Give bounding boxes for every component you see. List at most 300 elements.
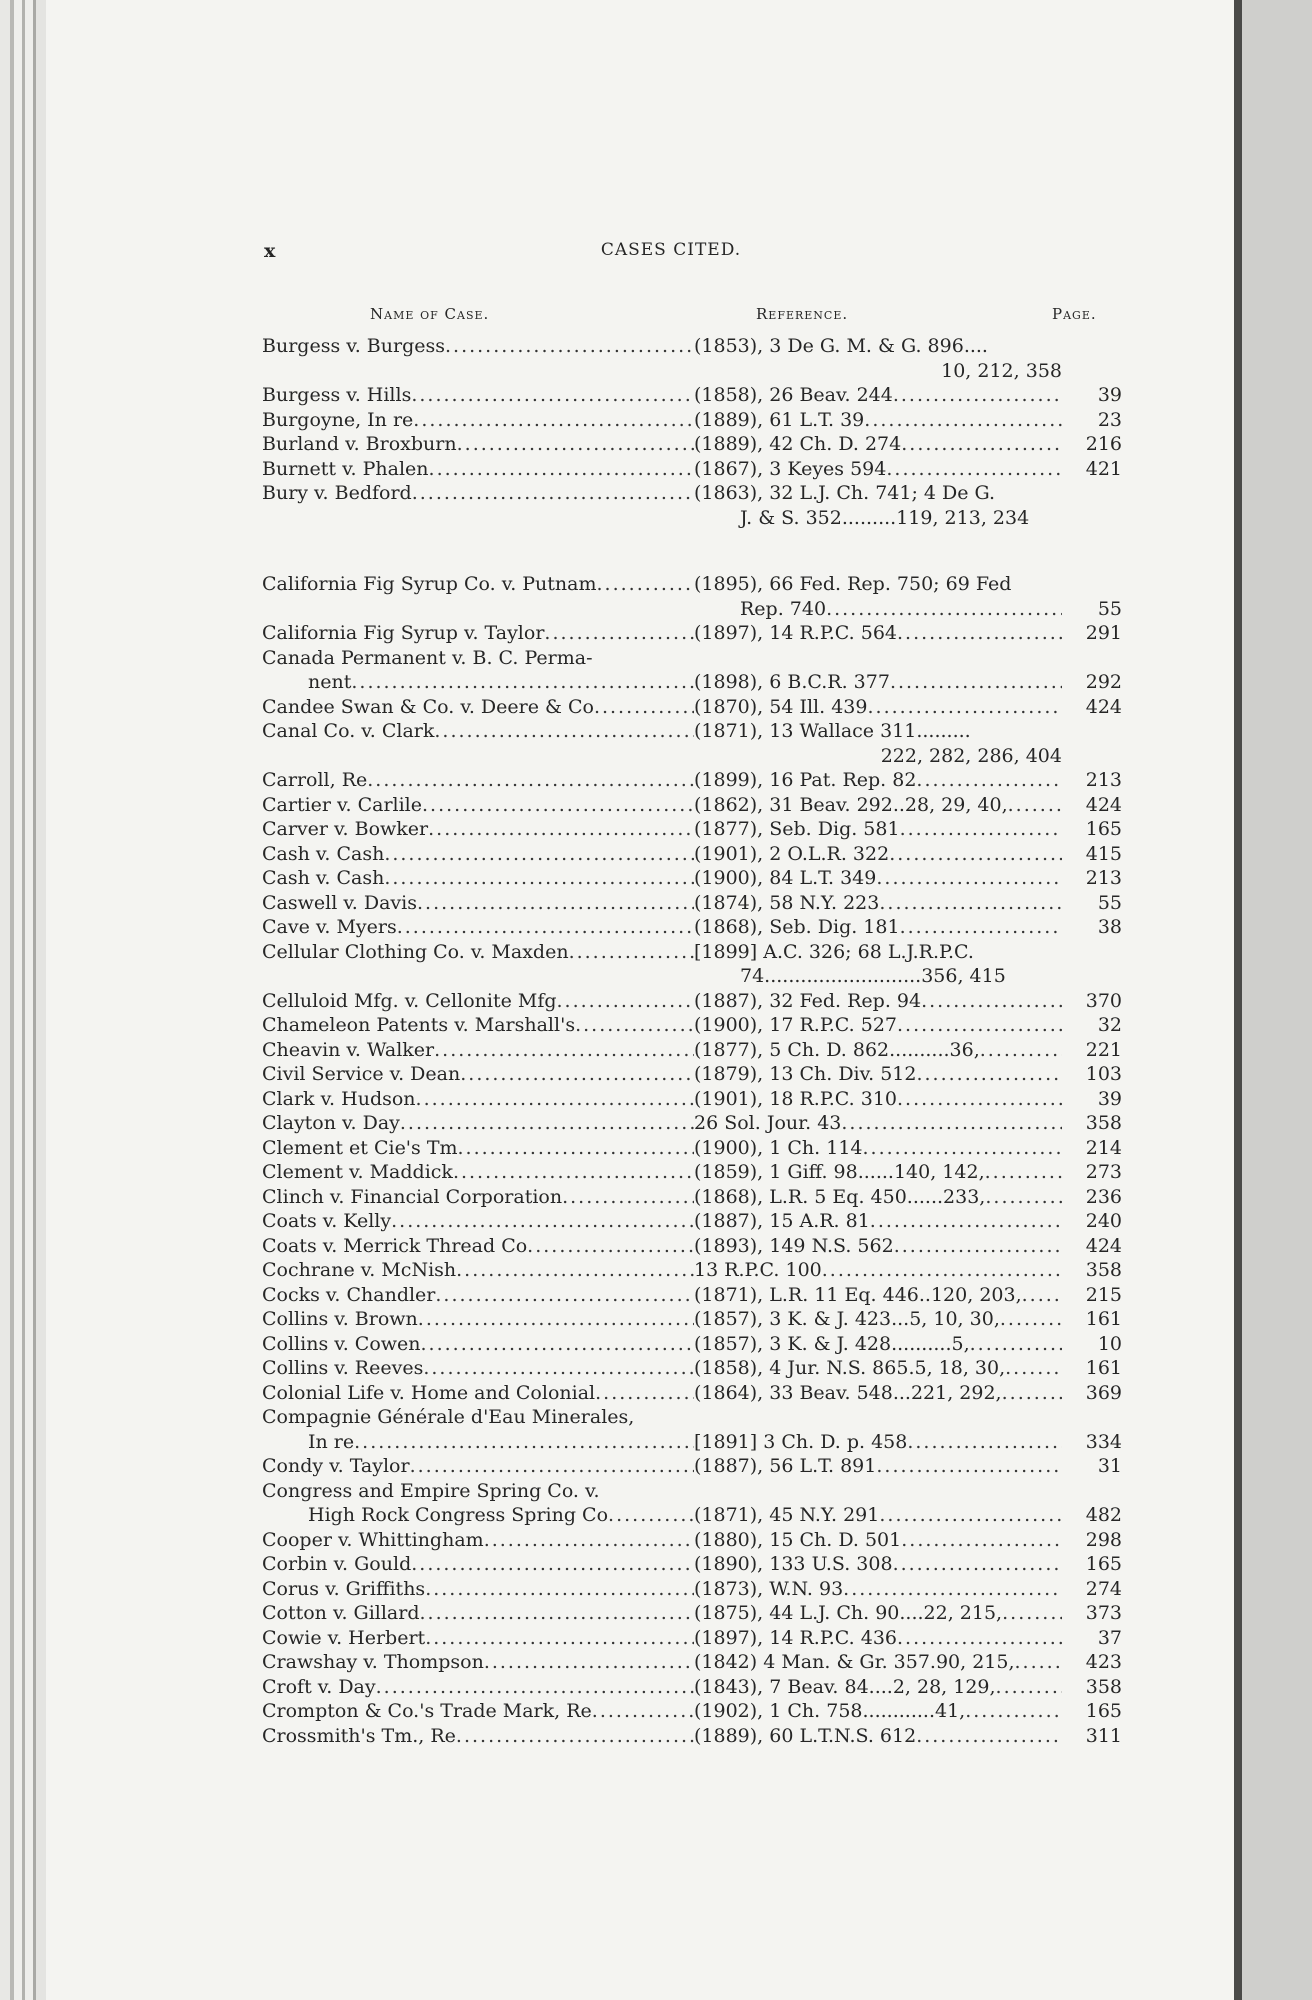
reference-text: (1887), 15 A.R. 81 bbox=[694, 1210, 870, 1232]
case-reference-continuation bbox=[694, 964, 1062, 989]
leader-dots bbox=[593, 646, 694, 671]
case-entry bbox=[262, 621, 1122, 646]
leader-dots bbox=[879, 1503, 1062, 1528]
leader-dots bbox=[900, 915, 1062, 940]
case-name-text: Congress and Empire Spring Co. v. bbox=[262, 1479, 600, 1502]
case-page: 370 bbox=[1085, 989, 1122, 1012]
leader-dots bbox=[826, 597, 1062, 622]
case-name bbox=[262, 1013, 694, 1038]
case-entry bbox=[262, 768, 1122, 793]
case-name-text: Cotton v. Gillard bbox=[262, 1602, 420, 1624]
reference-text: (1900), 17 R.P.C. 527 bbox=[694, 1014, 897, 1036]
case-name-text: Crossmith's Tm., Re bbox=[262, 1724, 456, 1747]
case-entry bbox=[262, 1111, 1122, 1136]
leader-dots bbox=[595, 1381, 694, 1406]
case-reference bbox=[694, 1062, 1062, 1087]
case-entry bbox=[262, 695, 1122, 720]
case-entry bbox=[262, 1062, 1122, 1087]
reference-text: 13 R.P.C. 100 bbox=[694, 1259, 822, 1281]
leader-dots bbox=[445, 334, 694, 359]
case-entry bbox=[262, 432, 1122, 457]
case-reference bbox=[694, 1454, 1062, 1479]
case-name bbox=[262, 842, 694, 867]
table-row bbox=[262, 1234, 1122, 1259]
table-row bbox=[262, 481, 1122, 506]
case-name-text: Candee Swan & Co. v. Deere & Co bbox=[262, 695, 594, 718]
case-reference bbox=[694, 1528, 1062, 1553]
case-page: 161 bbox=[1085, 1357, 1122, 1379]
leader-dots bbox=[460, 1062, 694, 1087]
table-row bbox=[262, 1258, 1122, 1283]
case-name bbox=[262, 572, 694, 597]
table-row bbox=[262, 1038, 1122, 1063]
case-page: 55 bbox=[1097, 597, 1122, 620]
case-name-text: Crompton & Co.'s Trade Mark, Re bbox=[262, 1700, 592, 1722]
leader-dots bbox=[890, 670, 1062, 695]
page-edge bbox=[1234, 0, 1242, 2000]
case-name bbox=[262, 1405, 694, 1430]
case-reference bbox=[694, 1258, 1062, 1283]
case-reference bbox=[694, 481, 1062, 506]
column-header-page: Page. bbox=[1052, 305, 1097, 323]
case-entry bbox=[262, 891, 1122, 916]
table-row bbox=[262, 989, 1122, 1014]
case-reference bbox=[694, 572, 1062, 597]
table-row bbox=[262, 1528, 1122, 1553]
case-page: 482 bbox=[1085, 1504, 1122, 1526]
case-page: 358 bbox=[1085, 1112, 1122, 1134]
case-page: 214 bbox=[1085, 1136, 1122, 1159]
reference-text: (1871), 45 N.Y. 291 bbox=[694, 1504, 880, 1526]
case-entry bbox=[262, 1258, 1122, 1283]
reference-text: (1874), 58 N.Y. 223 bbox=[694, 891, 880, 914]
leader-dots bbox=[435, 1283, 694, 1308]
case-entry bbox=[262, 1552, 1122, 1577]
case-name-text: Canal Co. v. Clark bbox=[262, 720, 435, 742]
case-reference bbox=[694, 670, 1062, 695]
leader-dots bbox=[423, 1356, 694, 1381]
reference-text: (1862), 31 Beav. 292..28, 29, 40, bbox=[694, 793, 1008, 816]
case-page: 273 bbox=[1085, 1161, 1122, 1183]
leader-dots bbox=[367, 768, 694, 793]
case-reference bbox=[694, 1160, 1062, 1185]
reference-text: (1842) 4 Man. & Gr. 357.90, 215, bbox=[694, 1651, 1015, 1673]
case-reference bbox=[694, 383, 1062, 408]
case-name bbox=[262, 1650, 694, 1675]
case-name-text: Chameleon Patents v. Marshall's bbox=[262, 1014, 576, 1036]
case-name-text: Colonial Life v. Home and Colonial bbox=[262, 1381, 596, 1404]
case-page: 424 bbox=[1085, 793, 1122, 816]
case-name-text: Carroll, Re bbox=[262, 769, 368, 791]
table-row bbox=[262, 408, 1122, 433]
leader-dots bbox=[456, 1724, 694, 1749]
case-page: 38 bbox=[1097, 916, 1122, 938]
page-title: CASES CITED. bbox=[600, 240, 742, 260]
case-name bbox=[262, 1503, 694, 1528]
case-entry bbox=[262, 1626, 1122, 1651]
leader-dots bbox=[412, 481, 694, 506]
reference-text: (1877), 5 Ch. D. 862..........36, bbox=[694, 1038, 980, 1061]
table-row bbox=[262, 1454, 1122, 1479]
case-name-text: Clark v. Hudson bbox=[262, 1087, 416, 1110]
reference-text: (1843), 7 Beav. 84....2, 28, 129, bbox=[694, 1675, 996, 1698]
leader-dots bbox=[458, 1136, 694, 1161]
case-reference-continuation bbox=[694, 506, 1062, 531]
table-row bbox=[262, 1087, 1122, 1112]
case-page: 421 bbox=[1085, 457, 1122, 480]
leader-dots bbox=[889, 842, 1062, 867]
leader-dots bbox=[456, 1258, 694, 1283]
case-entry bbox=[262, 719, 1122, 768]
case-reference bbox=[694, 719, 1062, 744]
case-name-text: Burnett v. Phalen bbox=[262, 457, 429, 480]
case-name-text: Crawshay v. Thompson bbox=[262, 1651, 484, 1673]
case-reference bbox=[694, 1332, 1062, 1357]
case-name-text: Clement et Cie's Tm bbox=[262, 1136, 458, 1159]
table-row bbox=[262, 1013, 1122, 1038]
case-page: 334 bbox=[1085, 1430, 1122, 1453]
case-name bbox=[262, 1479, 694, 1504]
reference-text: (1867), 3 Keyes 594 bbox=[694, 457, 887, 480]
case-page: 236 bbox=[1085, 1185, 1122, 1208]
case-page: 165 bbox=[1085, 818, 1122, 840]
case-reference bbox=[694, 1013, 1062, 1038]
case-page: 103 bbox=[1085, 1063, 1122, 1085]
case-reference bbox=[694, 1626, 1062, 1651]
case-reference bbox=[694, 1087, 1062, 1112]
case-entry bbox=[262, 1234, 1122, 1259]
case-name-text: Clinch v. Financial Corporation bbox=[262, 1185, 563, 1208]
case-page: 358 bbox=[1085, 1259, 1122, 1281]
leader-dots bbox=[893, 1552, 1062, 1577]
reference-text: (1890), 133 U.S. 308 bbox=[694, 1553, 893, 1575]
table-row bbox=[262, 1699, 1122, 1724]
case-name bbox=[262, 1381, 694, 1406]
reference-text: (1863), 32 L.J. Ch. 741; 4 De G. bbox=[694, 482, 996, 504]
case-reference bbox=[694, 1307, 1062, 1332]
case-page: 415 bbox=[1085, 842, 1122, 865]
case-name-text: Clement v. Maddick bbox=[262, 1161, 453, 1183]
case-name bbox=[262, 1111, 694, 1136]
case-reference bbox=[694, 1724, 1062, 1749]
case-page: 215 bbox=[1085, 1283, 1122, 1306]
case-name-text: Coats v. Kelly bbox=[262, 1210, 392, 1232]
leader-dots bbox=[1022, 1283, 1062, 1308]
case-entry bbox=[262, 457, 1122, 482]
case-entry bbox=[262, 646, 1122, 671]
case-page: 39 bbox=[1097, 384, 1122, 406]
case-name-text: Celluloid Mfg. v. Cellonite Mfg bbox=[262, 989, 557, 1012]
table-row-continuation bbox=[262, 597, 1122, 622]
reference-text: (1877), Seb. Dig. 581 bbox=[694, 818, 900, 840]
case-name-text: Cooper v. Whittingham bbox=[262, 1528, 484, 1551]
leader-dots bbox=[1015, 1650, 1062, 1675]
table-row bbox=[262, 1062, 1122, 1087]
case-name bbox=[262, 1552, 694, 1577]
case-reference bbox=[694, 891, 1062, 916]
reference-text: (1893), 149 N.S. 562 bbox=[694, 1234, 894, 1257]
case-reference bbox=[694, 1577, 1062, 1602]
leader-dots bbox=[411, 383, 694, 408]
case-entry bbox=[262, 989, 1122, 1014]
reference-text: (1889), 42 Ch. D. 274 bbox=[694, 433, 902, 455]
case-reference bbox=[694, 1699, 1062, 1724]
case-name bbox=[262, 793, 694, 818]
table-row bbox=[262, 719, 1122, 744]
table-row bbox=[262, 670, 1122, 695]
case-entry bbox=[262, 817, 1122, 842]
leader-dots bbox=[996, 1675, 1062, 1700]
case-entry bbox=[262, 940, 1122, 989]
case-name bbox=[262, 457, 694, 482]
leader-dots bbox=[557, 989, 694, 1014]
table-row bbox=[262, 1111, 1122, 1136]
leader-dots bbox=[434, 1038, 694, 1063]
case-name-text: Cash v. Cash bbox=[262, 867, 385, 889]
case-entry bbox=[262, 383, 1122, 408]
leader-dots bbox=[400, 1111, 694, 1136]
table-row bbox=[262, 1601, 1122, 1626]
case-reference bbox=[694, 1381, 1062, 1406]
leader-dots bbox=[886, 457, 1062, 482]
table-row bbox=[262, 1160, 1122, 1185]
case-entry bbox=[262, 1601, 1122, 1626]
leader-dots bbox=[429, 457, 694, 482]
case-entry bbox=[262, 1087, 1122, 1112]
reference-text: (1873), W.N. 93 bbox=[694, 1577, 844, 1600]
case-reference bbox=[694, 793, 1062, 818]
table-row bbox=[262, 1356, 1122, 1381]
table-row bbox=[262, 1136, 1122, 1161]
leader-dots bbox=[985, 1185, 1062, 1210]
table-row bbox=[262, 1283, 1122, 1308]
case-page: 37 bbox=[1097, 1626, 1122, 1649]
case-name bbox=[262, 1307, 694, 1332]
leader-dots bbox=[985, 1160, 1062, 1185]
case-page: 165 bbox=[1085, 1553, 1122, 1575]
table-row bbox=[262, 1675, 1122, 1700]
case-reference bbox=[694, 432, 1062, 457]
table-row-continuation bbox=[262, 506, 1122, 531]
reference-text: (1868), L.R. 5 Eq. 450......233, bbox=[694, 1185, 986, 1208]
reference-text: (1857), 3 K. & J. 428..........5, bbox=[694, 1332, 970, 1355]
case-reference-continuation bbox=[694, 597, 1062, 622]
leader-dots bbox=[900, 817, 1062, 842]
leader-dots bbox=[876, 866, 1062, 891]
case-name-text: Cave v. Myers bbox=[262, 916, 397, 938]
leader-dots bbox=[901, 1528, 1062, 1553]
leader-dots bbox=[901, 432, 1062, 457]
table-row bbox=[262, 1552, 1122, 1577]
leader-dots bbox=[822, 1258, 1062, 1283]
case-reference bbox=[694, 1552, 1062, 1577]
case-name-text: Burgoyne, In re bbox=[262, 408, 414, 431]
reference-text: 10, 212, 358 bbox=[941, 359, 1062, 382]
case-reference bbox=[694, 1601, 1062, 1626]
case-name-text: In re bbox=[308, 1430, 355, 1453]
case-reference bbox=[694, 1675, 1062, 1700]
case-reference bbox=[694, 621, 1062, 646]
case-name-text: Caswell v. Davis bbox=[262, 891, 417, 914]
case-name bbox=[262, 1601, 694, 1626]
leader-dots bbox=[597, 572, 694, 597]
case-name-text: Carver v. Bowker bbox=[262, 818, 429, 840]
reference-text: (1880), 15 Ch. D. 501 bbox=[694, 1528, 902, 1551]
case-page: 311 bbox=[1085, 1724, 1122, 1747]
reference-text: (1900), 84 L.T. 349 bbox=[694, 867, 877, 889]
case-entry bbox=[262, 408, 1122, 433]
leader-dots bbox=[421, 1332, 694, 1357]
case-name bbox=[262, 1528, 694, 1553]
leader-dots bbox=[425, 1626, 694, 1651]
reference-text: (1858), 26 Beav. 244 bbox=[694, 384, 893, 406]
reference-text: (1857), 3 K. & J. 423...5, 10, 30, bbox=[694, 1308, 1000, 1330]
reference-text: (1871), L.R. 11 Eq. 446..120, 203, bbox=[694, 1283, 1022, 1306]
table-row bbox=[262, 768, 1122, 793]
table-row bbox=[262, 383, 1122, 408]
case-name-text: Burgess v. Burgess bbox=[262, 335, 445, 357]
leader-dots bbox=[484, 1650, 694, 1675]
case-reference bbox=[694, 768, 1062, 793]
case-page: 213 bbox=[1085, 867, 1122, 889]
table-row bbox=[262, 432, 1122, 457]
case-entry bbox=[262, 670, 1122, 695]
case-name bbox=[262, 891, 694, 916]
case-page: 423 bbox=[1085, 1651, 1122, 1673]
case-name bbox=[262, 1699, 694, 1724]
case-page: 216 bbox=[1085, 433, 1122, 455]
leader-dots bbox=[894, 1234, 1062, 1259]
case-name bbox=[262, 1724, 694, 1749]
table-row bbox=[262, 1307, 1122, 1332]
case-reference bbox=[694, 915, 1062, 940]
table-row bbox=[262, 1650, 1122, 1675]
leader-dots bbox=[544, 621, 694, 646]
case-name bbox=[262, 1577, 694, 1602]
reference-text: (1889), 61 L.T. 39 bbox=[694, 408, 865, 431]
table-row bbox=[262, 1381, 1122, 1406]
case-name bbox=[262, 1258, 694, 1283]
case-name-text: Collins v. Cowen bbox=[262, 1332, 421, 1355]
leader-dots bbox=[1000, 1307, 1062, 1332]
case-entry bbox=[262, 1013, 1122, 1038]
case-entry bbox=[262, 481, 1122, 530]
table-row bbox=[262, 793, 1122, 818]
reference-text: (1898), 6 B.C.R. 377 bbox=[694, 671, 890, 693]
case-page: 161 bbox=[1085, 1308, 1122, 1330]
reference-text: (1889), 60 L.T.N.S. 612 bbox=[694, 1724, 917, 1747]
case-name bbox=[262, 866, 694, 891]
case-name bbox=[262, 1626, 694, 1651]
leader-dots bbox=[876, 1454, 1062, 1479]
case-page: 373 bbox=[1085, 1602, 1122, 1624]
reference-text: (1864), 33 Beav. 548...221, 292, bbox=[694, 1381, 1002, 1404]
leader-dots bbox=[428, 817, 694, 842]
case-name bbox=[262, 1234, 694, 1259]
leader-dots bbox=[916, 1062, 1062, 1087]
case-name-text: High Rock Congress Spring Co bbox=[308, 1504, 609, 1526]
reference-text: 26 Sol. Jour. 43 bbox=[694, 1112, 842, 1134]
reference-text: Rep. 740 bbox=[740, 597, 827, 620]
reference-text: (1868), Seb. Dig. 181 bbox=[694, 916, 900, 938]
case-entry bbox=[262, 1650, 1122, 1675]
case-entry bbox=[262, 1675, 1122, 1700]
table-row bbox=[262, 1430, 1122, 1455]
case-page: 240 bbox=[1085, 1210, 1122, 1232]
case-name bbox=[262, 989, 694, 1014]
case-entry bbox=[262, 1699, 1122, 1724]
case-name-text: Burland v. Broxburn bbox=[262, 433, 457, 455]
column-header-name: Name of Case. bbox=[370, 305, 490, 323]
leader-dots bbox=[397, 915, 694, 940]
table-row bbox=[262, 1185, 1122, 1210]
case-entry bbox=[262, 1577, 1122, 1602]
table-row bbox=[262, 695, 1122, 720]
case-reference-continuation bbox=[694, 359, 1062, 384]
case-name-text: California Fig Syrup Co. v. Putnam bbox=[262, 573, 597, 595]
leader-dots bbox=[384, 866, 694, 891]
reference-text: (1901), 18 R.P.C. 310 bbox=[694, 1087, 897, 1110]
case-entry bbox=[262, 1503, 1122, 1528]
case-name bbox=[262, 719, 694, 744]
leader-dots bbox=[416, 1087, 694, 1112]
reference-text: (1895), 66 Fed. Rep. 750; 69 Fed bbox=[694, 573, 1012, 595]
leader-dots bbox=[527, 1234, 694, 1259]
case-name-text: Croft v. Day bbox=[262, 1675, 376, 1698]
table-row bbox=[262, 1332, 1122, 1357]
leader-dots bbox=[843, 1577, 1062, 1602]
reference-text: (1887), 32 Fed. Rep. 94 bbox=[694, 989, 922, 1012]
case-reference bbox=[694, 866, 1062, 891]
case-page: 32 bbox=[1097, 1014, 1122, 1036]
leader-dots bbox=[600, 1479, 694, 1504]
table-row bbox=[262, 457, 1122, 482]
reference-text: (1897), 14 R.P.C. 436 bbox=[694, 1626, 897, 1649]
page-number: x bbox=[264, 240, 276, 262]
case-reference bbox=[694, 842, 1062, 867]
case-name bbox=[262, 1430, 694, 1455]
table-row bbox=[262, 1503, 1122, 1528]
case-reference bbox=[694, 1650, 1062, 1675]
leader-dots bbox=[634, 1405, 694, 1430]
leader-dots bbox=[569, 940, 694, 965]
case-entry bbox=[262, 1209, 1122, 1234]
case-name bbox=[262, 646, 694, 671]
case-name bbox=[262, 1038, 694, 1063]
table-row-continuation bbox=[262, 744, 1122, 769]
case-reference bbox=[694, 1185, 1062, 1210]
table-row bbox=[262, 1626, 1122, 1651]
leader-dots bbox=[354, 1430, 694, 1455]
case-entry bbox=[262, 1356, 1122, 1381]
case-name bbox=[262, 1185, 694, 1210]
table-row bbox=[262, 940, 1122, 965]
case-name-text: Compagnie Générale d'Eau Minerales, bbox=[262, 1406, 635, 1428]
leader-dots bbox=[916, 1724, 1062, 1749]
leader-dots bbox=[425, 1577, 694, 1602]
case-name-text: Cartier v. Carlile bbox=[262, 793, 423, 816]
leader-dots bbox=[592, 1699, 694, 1724]
reference-text: (1858), 4 Jur. N.S. 865.5, 18, 30, bbox=[694, 1357, 1006, 1379]
leader-dots bbox=[410, 1454, 694, 1479]
case-name bbox=[262, 383, 694, 408]
leader-dots bbox=[422, 793, 694, 818]
case-reference bbox=[694, 817, 1062, 842]
case-name-text: nent bbox=[308, 671, 352, 693]
case-name bbox=[262, 817, 694, 842]
reference-text: 222, 282, 286, 404 bbox=[880, 744, 1062, 767]
case-reference bbox=[694, 1038, 1062, 1063]
